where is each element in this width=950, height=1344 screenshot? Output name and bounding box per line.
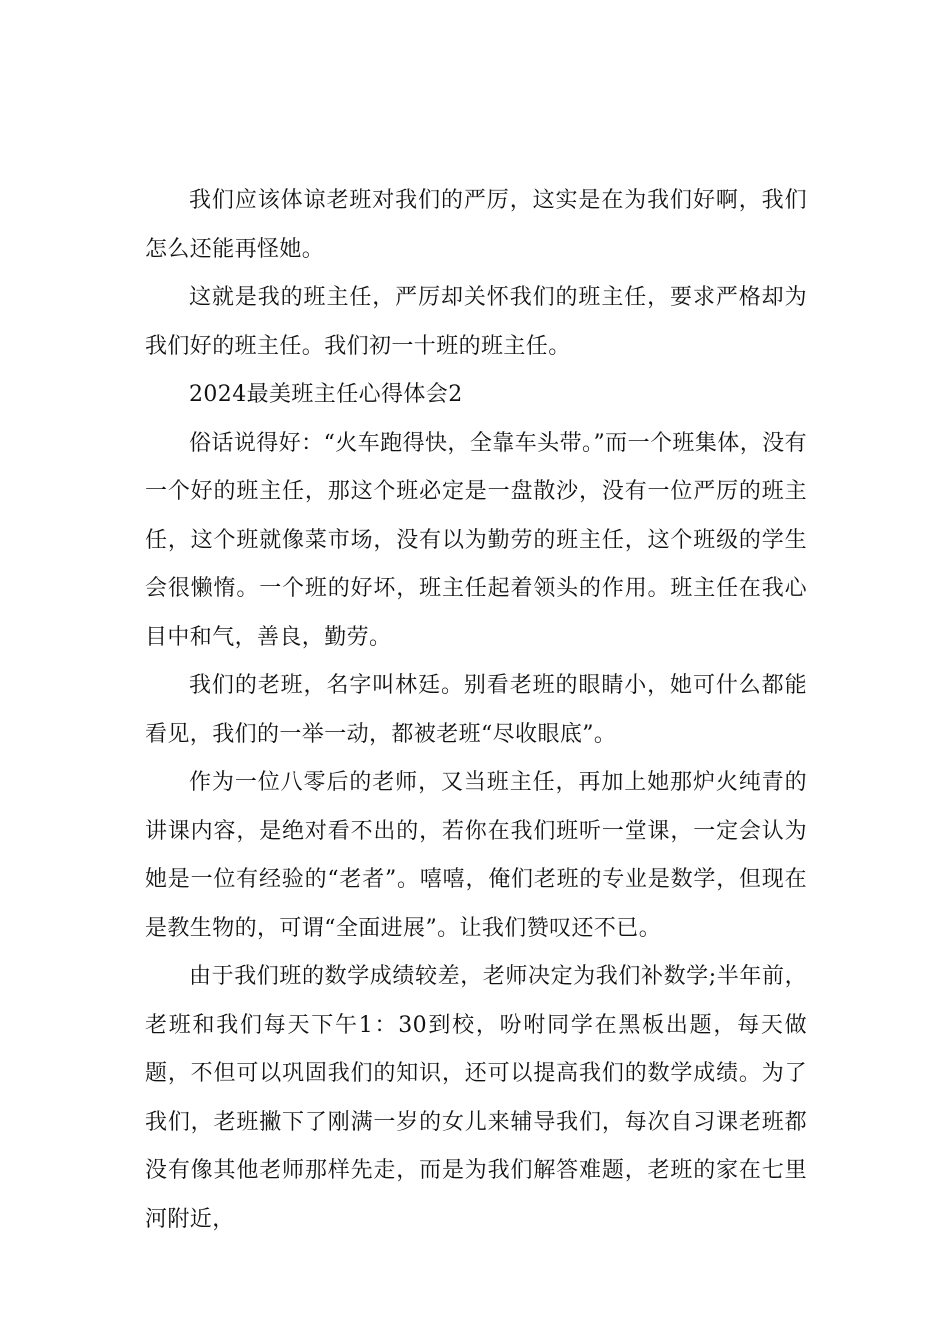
paragraph-4: 我们的老班，名字叫林廷。别看老班的眼睛小，她可什么都能看见，我们的一举一动，都被老班“尽收眼底”。 (145, 673, 807, 747)
section-title: 2024最美班主任心得体会2 (189, 382, 463, 407)
paragraph-6: 由于我们班的数学成绩较差，老师决定为我们补数学;半年前，老班和我们每天下午1：30到校，吩咐同学在黑板出题，每天做题，不但可以巩固我们的知识，还可以提高我们的数学成绩。为了我们，老班撇下了刚满一岁的女儿来辅导我们，每次自习课老班都没有像其他老师那样先走，而是为我们解答难题，老班的家在七里河附近， (145, 964, 807, 1232)
paragraph-1: 我们应该体谅老班对我们的严厉，这实是在为我们好啊，我们怎么还能再怪她。 (145, 188, 807, 262)
paragraph-2: 这就是我的班主任，严厉却关怀我们的班主任，要求严格却为我们好的班主任。我们初一十班的班主任。 (145, 285, 807, 359)
paragraph-5: 作为一位八零后的老师，又当班主任，再加上她那炉火纯青的讲课内容，是绝对看不出的，若你在我们班听一堂课，一定会认为她是一位有经验的“老者”。嘻嘻，俺们老班的专业是数学，但现在是教生物的，可谓“全面进展”。让我们赞叹还不已。 (145, 770, 807, 941)
document-body (145, 177, 807, 1244)
paragraph-3: 俗话说得好：“火车跑得快，全靠车头带。”而一个班集体，没有一个好的班主任，那这个班必定是一盘散沙，没有一位严厉的班主任，这个班就像菜市场，没有以为勤劳的班主任，这个班级的学生会很懒惰。一个班的好坏，班主任起着领头的作用。班主任在我心目中和气，善良，勤劳。 (145, 430, 807, 650)
